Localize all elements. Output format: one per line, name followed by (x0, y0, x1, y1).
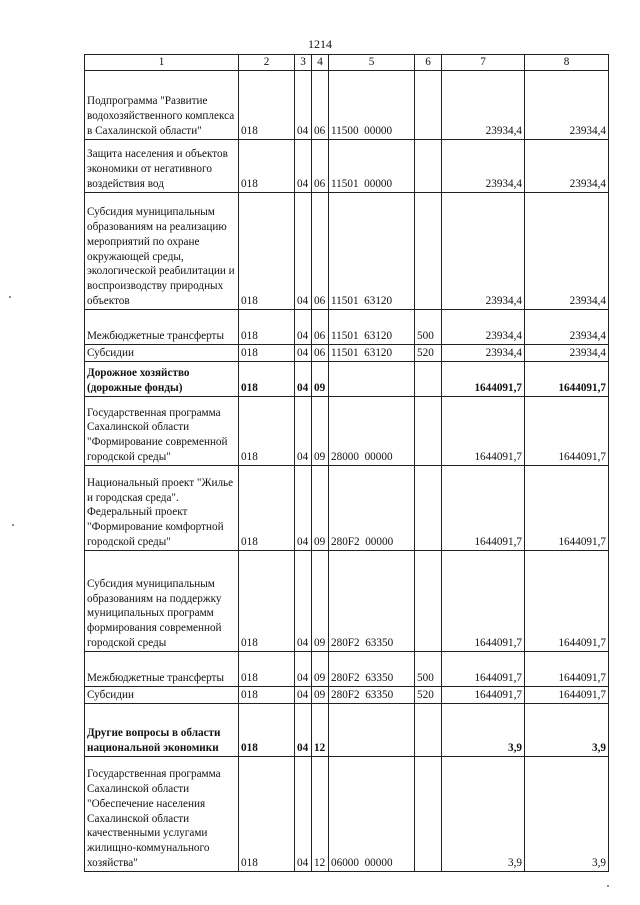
row-value-cell: 520 (415, 686, 442, 703)
table-row (85, 465, 609, 550)
row-value-cell: 04 (295, 396, 312, 465)
row-value-cell: 11501 63120 (329, 309, 415, 344)
row-value-cell: 500 (415, 309, 442, 344)
row-value-cell: 018 (239, 309, 295, 344)
scan-speck (607, 885, 609, 887)
column-header: 6 (415, 55, 442, 71)
row-value-cell: 04 (295, 550, 312, 651)
row-name-cell: Другие вопросы в области национальной экономики (85, 703, 239, 756)
row-value-cell: 11501 63120 (329, 192, 415, 309)
row-value-cell: 280F2 63350 (329, 651, 415, 686)
row-name-cell: Субсидия муниципальным образованиям на поддержку муниципальных программ формирования современной городской среды (85, 550, 239, 651)
row-name-cell: Дорожное хозяйство (дорожные фонды) (85, 361, 239, 396)
page-number: 1214 (308, 37, 332, 51)
row-name-cell: Субсидия муниципальным образованиям на реализацию мероприятий по охране окружающей среды, экологической реабилитации и воспроизводству природных объектов (85, 192, 239, 309)
row-value-cell: 04 (295, 192, 312, 309)
row-value-cell: 1644091,7 (525, 465, 609, 550)
row-value-cell: 3,9 (525, 703, 609, 756)
row-value-cell (329, 703, 415, 756)
table-row (85, 70, 609, 139)
row-name-cell: Государственная программа Сахалинской области "Обеспечение населения Сахалинской области качественными услугами жилищно-коммунального хозяйства" (85, 756, 239, 871)
row-value-cell: 04 (295, 756, 312, 871)
budget-table (84, 54, 609, 872)
row-value-cell: 11500 00000 (329, 70, 415, 139)
table-row (85, 361, 609, 396)
row-value-cell: 06 (312, 70, 329, 139)
row-value-cell: 1644091,7 (525, 651, 609, 686)
row-value-cell: 23934,4 (525, 139, 609, 192)
row-value-cell: 3,9 (525, 756, 609, 871)
scan-speck (9, 296, 11, 298)
column-header: 4 (312, 55, 329, 71)
row-name-cell: Защита населения и объектов экономики от негативного воздействия вод (85, 139, 239, 192)
row-name-cell: Подпрограмма "Развитие водохозяйственного комплекса в Сахалинской области" (85, 70, 239, 139)
row-value-cell: 1644091,7 (442, 465, 525, 550)
table-row (85, 344, 609, 361)
row-value-cell: 23934,4 (525, 309, 609, 344)
table-header-row (85, 55, 609, 71)
row-value-cell: 23934,4 (442, 70, 525, 139)
row-value-cell: 23934,4 (442, 309, 525, 344)
column-header: 3 (295, 55, 312, 71)
row-value-cell: 018 (239, 703, 295, 756)
row-value-cell: 018 (239, 396, 295, 465)
row-value-cell: 018 (239, 139, 295, 192)
row-value-cell: 06 (312, 192, 329, 309)
row-value-cell: 09 (312, 550, 329, 651)
row-value-cell: 1644091,7 (442, 651, 525, 686)
row-value-cell: 04 (295, 344, 312, 361)
row-value-cell (415, 70, 442, 139)
table-row (85, 309, 609, 344)
row-name-cell: Национальный проект "Жилье и городская среда". Федеральный проект "Формирование комфортной городской среды" (85, 465, 239, 550)
row-value-cell: 09 (312, 651, 329, 686)
table-row (85, 192, 609, 309)
row-value-cell: 09 (312, 686, 329, 703)
row-value-cell: 1644091,7 (525, 550, 609, 651)
row-name-cell: Субсидии (85, 686, 239, 703)
table-row (85, 651, 609, 686)
row-value-cell: 09 (312, 396, 329, 465)
row-value-cell: 1644091,7 (525, 686, 609, 703)
row-value-cell (415, 756, 442, 871)
row-value-cell: 04 (295, 361, 312, 396)
row-value-cell: 1644091,7 (525, 396, 609, 465)
row-value-cell: 1644091,7 (525, 361, 609, 396)
row-name-cell: Государственная программа Сахалинской области "Формирование современной городской среды" (85, 396, 239, 465)
row-value-cell (415, 465, 442, 550)
row-value-cell: 018 (239, 192, 295, 309)
row-value-cell (329, 361, 415, 396)
row-value-cell: 09 (312, 361, 329, 396)
row-value-cell: 018 (239, 465, 295, 550)
row-value-cell: 018 (239, 361, 295, 396)
row-name-cell: Межбюджетные трансферты (85, 651, 239, 686)
row-value-cell: 23934,4 (442, 139, 525, 192)
row-value-cell (415, 703, 442, 756)
row-value-cell: 1644091,7 (442, 361, 525, 396)
row-value-cell: 23934,4 (525, 192, 609, 309)
row-value-cell: 12 (312, 756, 329, 871)
row-value-cell: 28000 00000 (329, 396, 415, 465)
scan-speck (12, 524, 14, 526)
column-header: 7 (442, 55, 525, 71)
table-row (85, 550, 609, 651)
row-value-cell: 04 (295, 703, 312, 756)
row-name-cell: Межбюджетные трансферты (85, 309, 239, 344)
row-value-cell (415, 361, 442, 396)
row-value-cell: 3,9 (442, 756, 525, 871)
row-value-cell: 06000 00000 (329, 756, 415, 871)
row-name-cell: Субсидии (85, 344, 239, 361)
row-value-cell: 23934,4 (525, 70, 609, 139)
row-value-cell: 04 (295, 70, 312, 139)
row-value-cell: 520 (415, 344, 442, 361)
row-value-cell: 1644091,7 (442, 550, 525, 651)
row-value-cell: 018 (239, 344, 295, 361)
row-value-cell: 04 (295, 686, 312, 703)
table-row (85, 139, 609, 192)
row-value-cell: 018 (239, 756, 295, 871)
row-value-cell: 04 (295, 465, 312, 550)
row-value-cell (415, 396, 442, 465)
row-value-cell: 04 (295, 651, 312, 686)
row-value-cell: 04 (295, 139, 312, 192)
row-value-cell: 018 (239, 550, 295, 651)
row-value-cell: 12 (312, 703, 329, 756)
column-header: 8 (525, 55, 609, 71)
row-value-cell (415, 192, 442, 309)
row-value-cell: 06 (312, 309, 329, 344)
row-value-cell: 09 (312, 465, 329, 550)
row-value-cell: 3,9 (442, 703, 525, 756)
column-header: 1 (85, 55, 239, 71)
row-value-cell: 11501 63120 (329, 344, 415, 361)
row-value-cell (415, 550, 442, 651)
row-value-cell: 23934,4 (442, 192, 525, 309)
row-value-cell: 23934,4 (525, 344, 609, 361)
table-row (85, 703, 609, 756)
table-row (85, 756, 609, 871)
table-row (85, 686, 609, 703)
row-value-cell: 23934,4 (442, 344, 525, 361)
row-value-cell: 06 (312, 344, 329, 361)
row-value-cell: 04 (295, 309, 312, 344)
row-value-cell: 280F2 63350 (329, 550, 415, 651)
row-value-cell: 018 (239, 70, 295, 139)
row-value-cell: 500 (415, 651, 442, 686)
row-value-cell: 11501 00000 (329, 139, 415, 192)
row-value-cell: 280F2 63350 (329, 686, 415, 703)
row-value-cell: 1644091,7 (442, 686, 525, 703)
column-header: 5 (329, 55, 415, 71)
column-header: 2 (239, 55, 295, 71)
row-value-cell: 06 (312, 139, 329, 192)
row-value-cell (415, 139, 442, 192)
row-value-cell: 018 (239, 686, 295, 703)
row-value-cell: 1644091,7 (442, 396, 525, 465)
row-value-cell: 018 (239, 651, 295, 686)
table-row (85, 396, 609, 465)
row-value-cell: 280F2 00000 (329, 465, 415, 550)
